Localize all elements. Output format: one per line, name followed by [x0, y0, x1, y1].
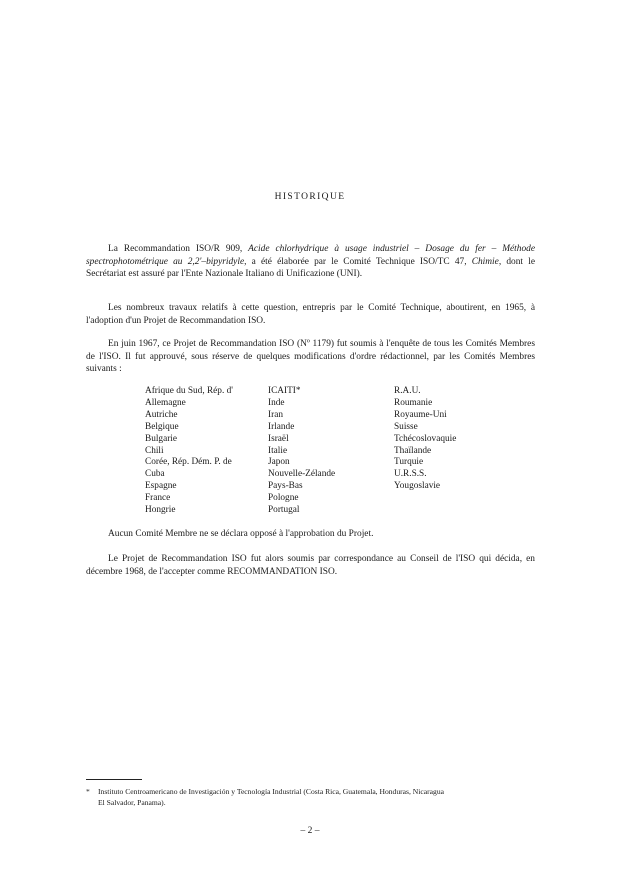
member-country: Israël [268, 433, 289, 444]
footnote-line-1: Instituto Centroamericano de Investigación y Tecnología Industrial (Costa Rica, Guatemala, Honduras, Nicaragua [98, 787, 445, 796]
member-country: Espagne [145, 481, 177, 492]
member-country: Portugal [268, 505, 300, 516]
member-country: U.R.S.S. [394, 469, 427, 480]
page-title: HISTORIQUE [274, 192, 346, 202]
member-country: Royaume-Uni [394, 409, 447, 420]
standard-title: Acide chlorhydrique à usage industriel – Dosage du fer – Méthode spectrophotométrique au 2,2'–bipyridyle [86, 244, 536, 267]
member-country: Suisse [394, 421, 418, 432]
member-country: Corée, Rép. Dém. P. de [145, 457, 232, 468]
member-country: Italie [268, 445, 288, 456]
member-country: Japon [268, 457, 290, 468]
paragraph-acceptance: Le Projet de Recommandation ISO fut alors soumis par correspondance au Conseil de l'ISO qui décida, en décembre 1968, de l'accepter comme RECOMMANDATION ISO. [86, 554, 535, 577]
member-country: Chili [145, 445, 164, 456]
member-list-column-1 [145, 386, 233, 517]
member-country: Inde [268, 397, 285, 408]
origin-intro: La Recommandation ISO/R 909, [108, 244, 249, 254]
member-country: Pologne [268, 493, 299, 504]
member-country: Tchécoslovaquie [394, 433, 457, 444]
page-number: – 2 – [300, 826, 320, 836]
member-country: R.A.U. [394, 386, 421, 396]
member-country: Iran [268, 409, 283, 420]
origin-end: , dont le Secrétariat est assuré par l'Ente Nazionale Italiano di Unificazione (UNI). [86, 256, 535, 280]
member-country: Pays-Bas [268, 481, 303, 492]
member-country: Belgique [145, 421, 179, 432]
member-country: Afrique du Sud, Rép. d' [145, 386, 233, 396]
member-country: Nouvelle-Zélande [268, 469, 336, 480]
paragraph-origin [86, 243, 535, 281]
footnote-marker: * [86, 787, 90, 796]
member-country: Irlande [268, 421, 295, 432]
member-country: France [145, 493, 171, 504]
paragraph-work: Les nombreux travaux relatifs à cette question, entrepris par le Comité Technique, aboutirent, en 1965, à l'adoption d'un Projet de Recommandation ISO. [86, 303, 535, 326]
origin-middle: , a été élaborée par le Comité Technique ISO/TC 47, [244, 256, 472, 267]
member-list-column-3 [394, 386, 456, 493]
member-country: Yougoslavie [394, 481, 441, 492]
footnote-line-2: El Salvador, Panama). [98, 797, 166, 807]
member-country: Bulgarie [145, 433, 178, 444]
paragraph-no-opposition: Aucun Comité Membre ne se déclara opposé à l'approbation du Projet. [108, 529, 374, 539]
member-country: Cuba [145, 469, 165, 480]
member-country: ICAITI* [268, 386, 301, 396]
member-country: Roumanie [394, 397, 433, 408]
member-country: Autriche [145, 409, 178, 420]
member-country: Thaïlande [394, 445, 432, 456]
member-list-column-2 [268, 386, 335, 517]
member-country: Turquie [394, 457, 424, 468]
paragraph-enquiry: En juin 1967, ce Projet de Recommandation ISO (Nº 1179) fut soumis à l'enquête de tous les Comités Membres de l'ISO. Il fut approuvé, sous réserve de quelques modifications d'ordre rédactionnel, par les Comités Membres suivants : [86, 339, 535, 375]
footnote [86, 787, 536, 808]
footnote-divider [86, 779, 142, 780]
committee-name: Chimie [471, 256, 499, 267]
member-country: Allemagne [145, 397, 186, 408]
member-country: Hongrie [145, 505, 176, 516]
